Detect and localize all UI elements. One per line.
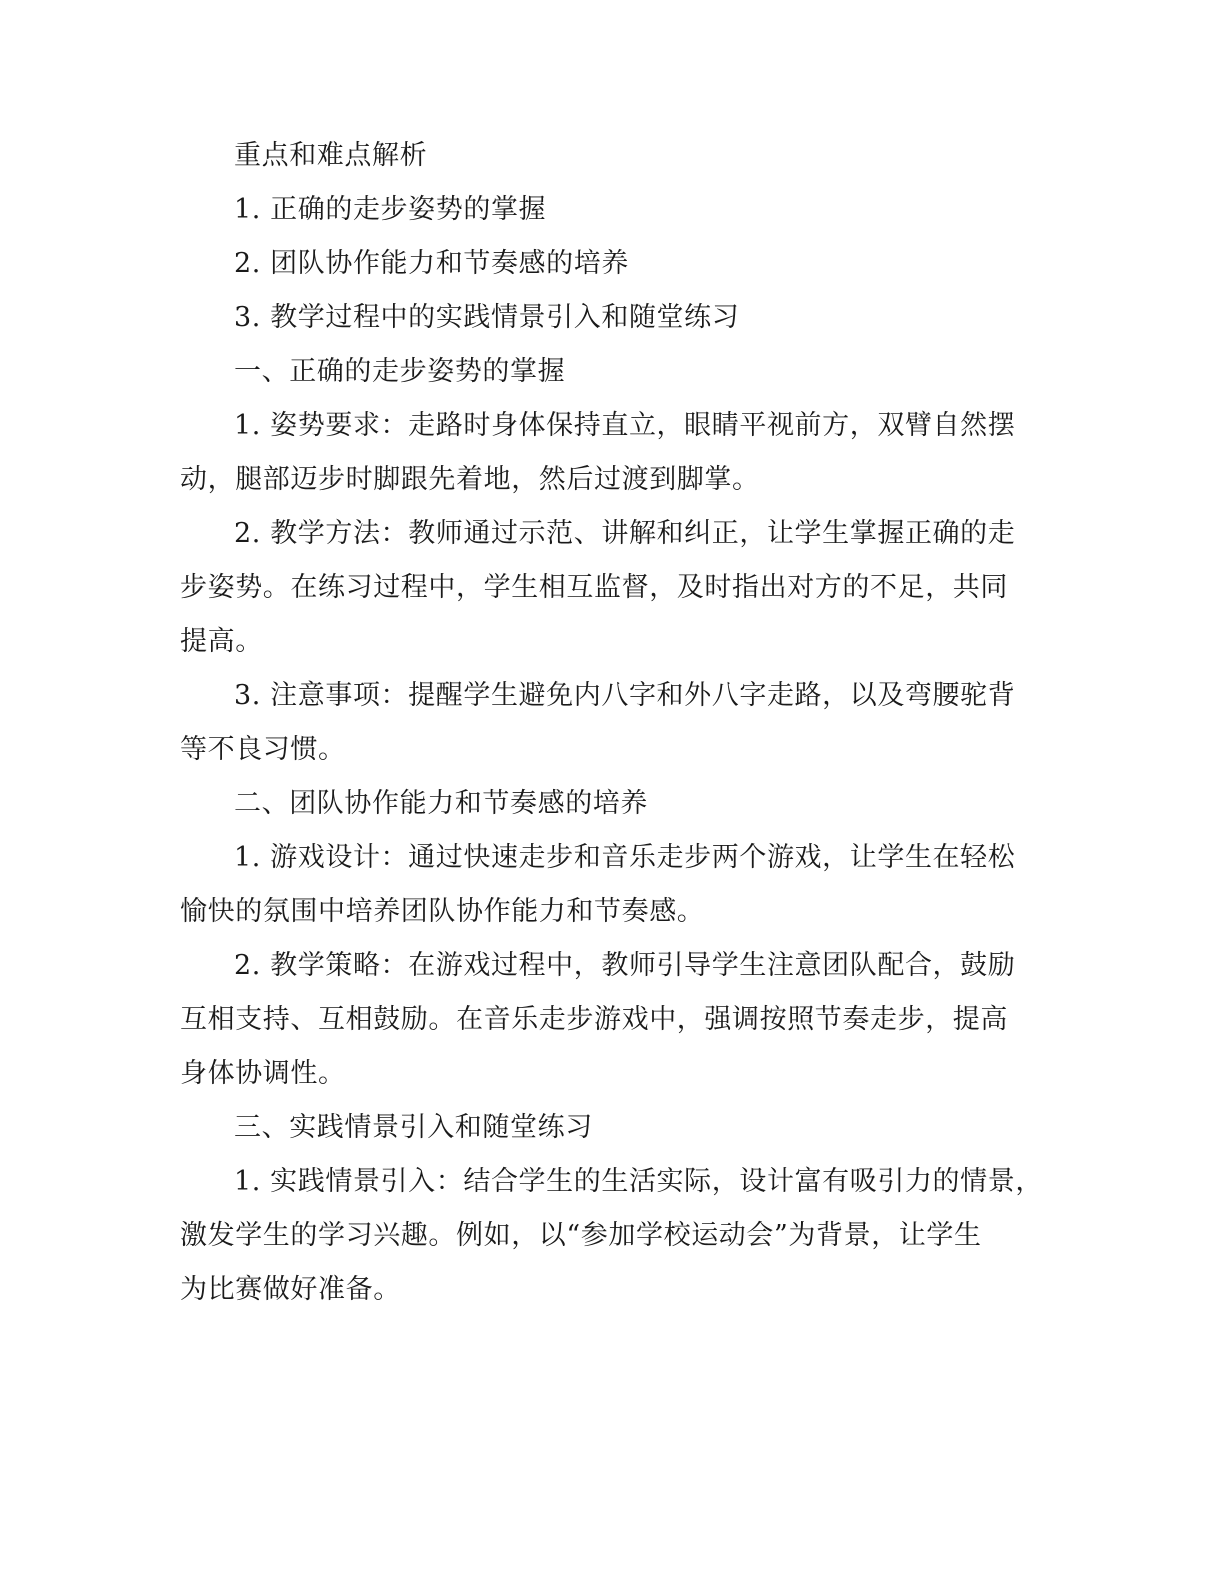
paragraph-line: 互相支持、互相鼓励。在音乐走步游戏中，强调按照节奏走步，提高 (180, 1004, 1008, 1035)
section-heading: 重点和难点解析 (234, 140, 428, 171)
paragraph-line: 提高。 (180, 626, 263, 657)
list-item: 3. 教学过程中的实践情景引入和随堂练习 (234, 302, 740, 333)
section-heading: 三、实践情景引入和随堂练习 (234, 1112, 593, 1143)
section-heading: 一、正确的走步姿势的掌握 (234, 356, 566, 387)
paragraph-line: 为比赛做好准备。 (180, 1274, 401, 1305)
paragraph-line: 等不良习惯。 (180, 734, 346, 765)
paragraph-line: 1. 实践情景引入：结合学生的生活实际，设计富有吸引力的情景， (234, 1166, 1043, 1197)
paragraph-line: 身体协调性。 (180, 1058, 346, 1089)
paragraph-line: 愉快的氛围中培养团队协作能力和节奏感。 (180, 896, 705, 927)
list-item: 1. 正确的走步姿势的掌握 (234, 194, 547, 225)
paragraph-line: 步姿势。在练习过程中，学生相互监督，及时指出对方的不足，共同 (180, 572, 1008, 603)
paragraph-line: 1. 姿势要求：走路时身体保持直立，眼睛平视前方，双臂自然摆 (234, 410, 1016, 441)
paragraph-line: 动，腿部迈步时脚跟先着地，然后过渡到脚掌。 (180, 464, 760, 495)
paragraph-line: 2. 教学策略：在游戏过程中，教师引导学生注意团队配合，鼓励 (234, 950, 1016, 981)
list-item: 2. 团队协作能力和节奏感的培养 (234, 248, 629, 279)
paragraph-line: 2. 教学方法：教师通过示范、讲解和纠正，让学生掌握正确的走 (234, 518, 1016, 549)
paragraph-line: 3. 注意事项：提醒学生避免内八字和外八字走路，以及弯腰驼背 (234, 680, 1016, 711)
section-heading: 二、团队协作能力和节奏感的培养 (234, 788, 648, 819)
paragraph-line: 1. 游戏设计：通过快速走步和音乐走步两个游戏，让学生在轻松 (234, 842, 1016, 873)
paragraph-line: 激发学生的学习兴趣。例如，以“参加学校运动会”为背景，让学生 (180, 1220, 982, 1251)
